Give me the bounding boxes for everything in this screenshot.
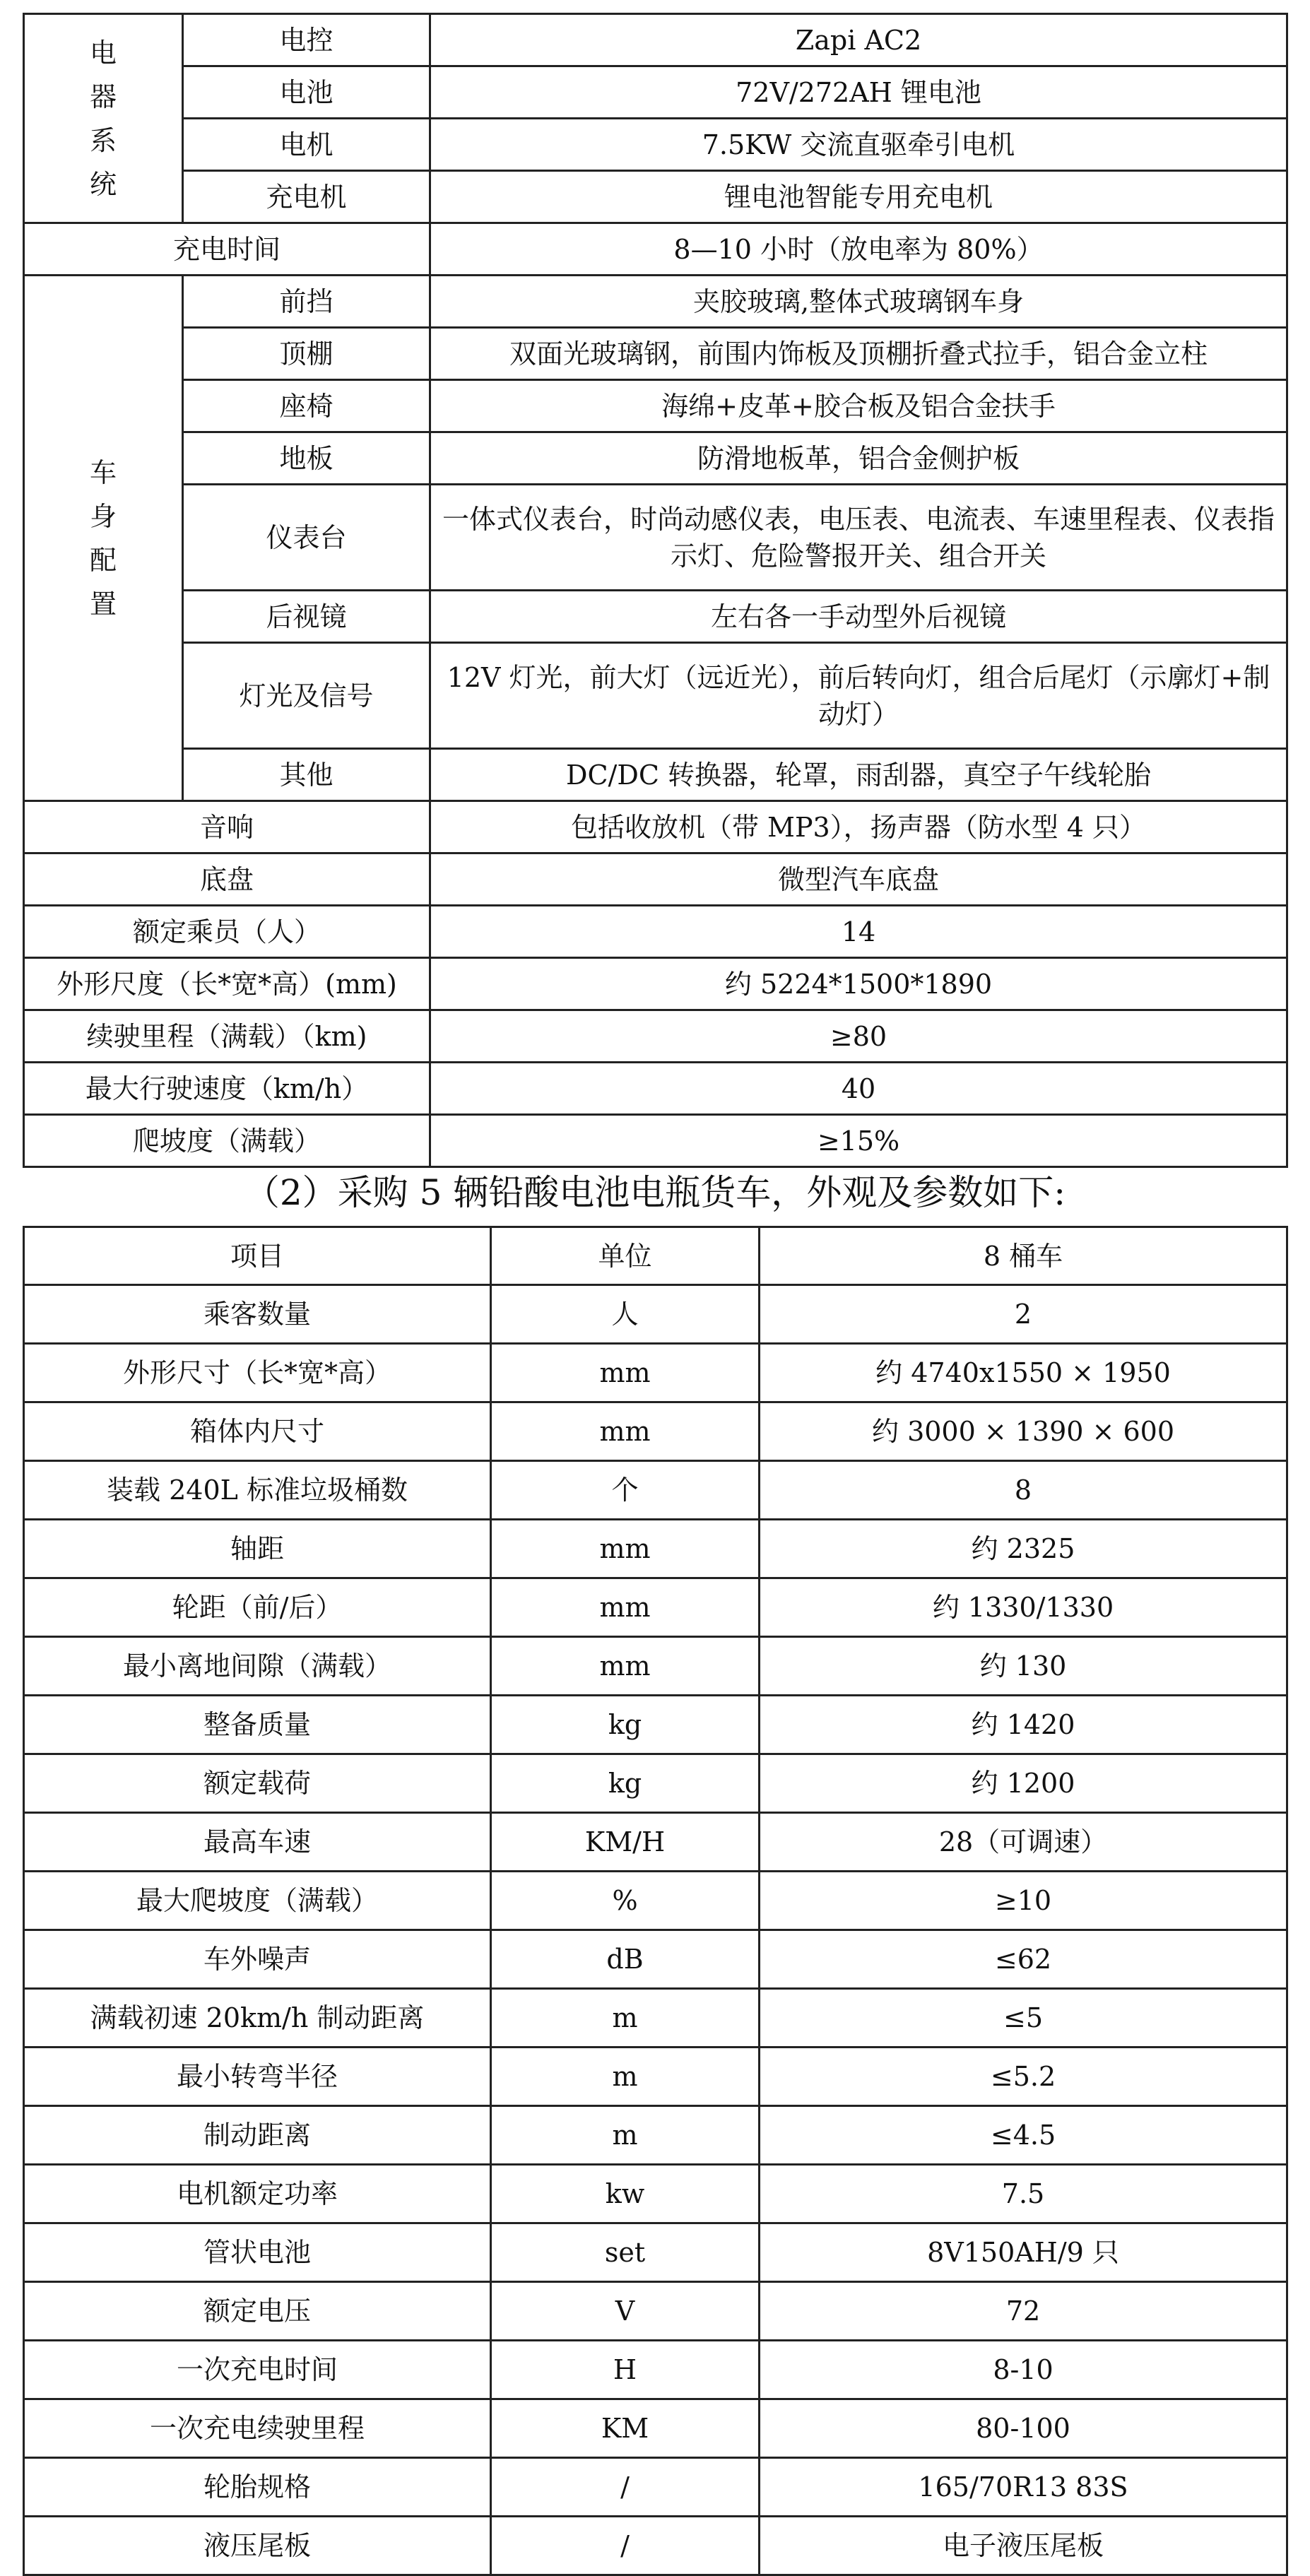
item-cell: 电控 [183, 14, 430, 66]
table-row [24, 643, 1287, 749]
table-row [24, 2223, 1287, 2282]
item-cell: 液压尾板 [24, 2517, 491, 2575]
value-cell: 约 3000 × 1390 × 600 [760, 1402, 1287, 1461]
header-row [24, 1227, 1287, 1285]
unit-cell: / [491, 2458, 760, 2517]
item-cell: 轮胎规格 [24, 2458, 491, 2517]
item-cell: 外形尺寸（长*宽*高） [24, 1344, 491, 1402]
item-cell: 管状电池 [24, 2223, 491, 2282]
item-cell: 电机额定功率 [24, 2165, 491, 2223]
table-row [24, 1813, 1287, 1872]
item-cell: 电池 [183, 66, 430, 119]
table-row [24, 328, 1287, 380]
item-cell: 顶棚 [183, 328, 430, 380]
item-cell: 其他 [183, 749, 430, 801]
unit-cell: mm [491, 1402, 760, 1461]
table-row [24, 171, 1287, 223]
value-cell: 微型汽车底盘 [430, 853, 1287, 906]
value-cell: ≥15% [430, 1115, 1287, 1167]
spec-table [23, 13, 1288, 1168]
value-cell: ≤62 [760, 1930, 1287, 1989]
value-cell: 14 [430, 906, 1287, 958]
item-cell: 外形尺度（长*宽*高）(mm) [24, 958, 430, 1010]
item-cell: 仪表台 [183, 485, 430, 591]
value-cell: ≥10 [760, 1872, 1287, 1930]
table-row [24, 1285, 1287, 1344]
table-row [24, 1754, 1287, 1813]
item-cell: 装载 240L 标准垃圾桶数 [24, 1461, 491, 1520]
table-row [24, 276, 1287, 328]
table-row [24, 1063, 1287, 1115]
item-cell: 灯光及信号 [183, 643, 430, 749]
item-cell: 最大爬坡度（满载） [24, 1872, 491, 1930]
unit-cell: kw [491, 2165, 760, 2223]
table-row [24, 1696, 1287, 1754]
unit-cell: mm [491, 1578, 760, 1637]
item-cell: 后视镜 [183, 591, 430, 643]
item-cell: 额定乘员（人） [24, 906, 430, 958]
table-row [24, 432, 1287, 485]
value-cell: 8V150AH/9 只 [760, 2223, 1287, 2282]
unit-cell: % [491, 1872, 760, 1930]
item-cell: 前挡 [183, 276, 430, 328]
table-row [24, 1930, 1287, 1989]
item-cell: 爬坡度（满载） [24, 1115, 430, 1167]
table-row [24, 853, 1287, 906]
table-row [24, 119, 1287, 171]
unit-cell: / [491, 2517, 760, 2575]
value-cell: 夹胶玻璃,整体式玻璃钢车身 [430, 276, 1287, 328]
value-cell: ≤5.2 [760, 2048, 1287, 2106]
value-cell: 约 2325 [760, 1520, 1287, 1578]
unit-cell: V [491, 2282, 760, 2341]
value-cell: DC/DC 转换器，轮罩，雨刮器，真空子午线轮胎 [430, 749, 1287, 801]
unit-cell: mm [491, 1520, 760, 1578]
value-cell: ≤4.5 [760, 2106, 1287, 2165]
table-row [24, 2517, 1287, 2575]
item-cell: 整备质量 [24, 1696, 491, 1754]
value-cell: 80-100 [760, 2399, 1287, 2458]
table-row [24, 1115, 1287, 1167]
item-cell: 续驶里程（满载）（km) [24, 1010, 430, 1063]
value-cell: 约 1330/1330 [760, 1578, 1287, 1637]
value-cell: 28（可调速） [760, 1813, 1287, 1872]
value-cell: 165/70R13 83S [760, 2458, 1287, 2517]
value-cell: ≥80 [430, 1010, 1287, 1063]
group-label-electrical: 电 器 系 统 [24, 14, 183, 223]
table-row [24, 485, 1287, 591]
unit-cell: set [491, 2223, 760, 2282]
table-row [24, 66, 1287, 119]
value-cell: 8 [760, 1461, 1287, 1520]
value-cell: 2 [760, 1285, 1287, 1344]
unit-cell: H [491, 2341, 760, 2399]
value-cell: 海绵+皮革+胶合板及铝合金扶手 [430, 380, 1287, 432]
table-row [24, 2399, 1287, 2458]
table-row [24, 2282, 1287, 2341]
value-cell: 包括收放机（带 MP3），扬声器（防水型 4 只） [430, 801, 1287, 853]
table-row [24, 2458, 1287, 2517]
table-row [24, 2165, 1287, 2223]
table-row [24, 1010, 1287, 1063]
table-row [24, 14, 1287, 66]
item-cell: 额定载荷 [24, 1754, 491, 1813]
unit-cell: kg [491, 1696, 760, 1754]
unit-cell: 个 [491, 1461, 760, 1520]
value-cell: 约 4740x1550 × 1950 [760, 1344, 1287, 1402]
value-cell: 72 [760, 2282, 1287, 2341]
unit-cell: kg [491, 1754, 760, 1813]
table-row [24, 591, 1287, 643]
value-cell: 防滑地板革，铝合金侧护板 [430, 432, 1287, 485]
value-cell: 约 5224*1500*1890 [430, 958, 1287, 1010]
value-cell: Zapi AC2 [430, 14, 1287, 66]
table-row [24, 1989, 1287, 2048]
item-cell: 最大行驶速度（km/h） [24, 1063, 430, 1115]
item-cell: 额定电压 [24, 2282, 491, 2341]
item-cell: 箱体内尺寸 [24, 1402, 491, 1461]
item-cell: 电机 [183, 119, 430, 171]
table-row [24, 1520, 1287, 1578]
table-row [24, 223, 1287, 276]
item-cell: 满载初速 20km/h 制动距离 [24, 1989, 491, 2048]
value-cell: ≤5 [760, 1989, 1287, 2048]
value-cell: 左右各一手动型外后视镜 [430, 591, 1287, 643]
value-cell: 电子液压尾板 [760, 2517, 1287, 2575]
table-row [24, 2048, 1287, 2106]
table-row [24, 2106, 1287, 2165]
item-cell: 制动距离 [24, 2106, 491, 2165]
item-cell: 轴距 [24, 1520, 491, 1578]
unit-cell: dB [491, 1930, 760, 1989]
unit-cell: KM/H [491, 1813, 760, 1872]
value-cell: 约 1200 [760, 1754, 1287, 1813]
value-cell: 约 1420 [760, 1696, 1287, 1754]
header-item: 项目 [24, 1227, 491, 1285]
unit-cell: 人 [491, 1285, 760, 1344]
item-cell: 最高车速 [24, 1813, 491, 1872]
table-row [24, 801, 1287, 853]
header-model: 8 桶车 [760, 1227, 1287, 1285]
value-cell: 一体式仪表台，时尚动感仪表，电压表、电流表、车速里程表、仪表指示灯、危险警报开关、组合开关 [430, 485, 1287, 591]
item-cell: 车外噪声 [24, 1930, 491, 1989]
table-row [24, 958, 1287, 1010]
value-cell: 8—10 小时（放电率为 80%） [430, 223, 1287, 276]
unit-cell: mm [491, 1637, 760, 1696]
item-cell: 最小转弯半径 [24, 2048, 491, 2106]
value-cell: 双面光玻璃钢，前围内饰板及顶棚折叠式拉手，铝合金立柱 [430, 328, 1287, 380]
table-row [24, 749, 1287, 801]
value-cell: 7.5KW 交流直驱牵引电机 [430, 119, 1287, 171]
value-cell: 约 130 [760, 1637, 1287, 1696]
header-unit: 单位 [491, 1227, 760, 1285]
item-cell: 轮距（前/后） [24, 1578, 491, 1637]
item-cell: 座椅 [183, 380, 430, 432]
item-cell: 充电机 [183, 171, 430, 223]
value-cell: 72V/272AH 锂电池 [430, 66, 1287, 119]
item-cell: 底盘 [24, 853, 430, 906]
table-row [24, 1461, 1287, 1520]
table-row [24, 906, 1287, 958]
value-cell: 7.5 [760, 2165, 1287, 2223]
section-heading: （2）采购 5 辆铅酸电池电瓶货车，外观及参数如下: [244, 1172, 1066, 1213]
table-row [24, 1578, 1287, 1637]
item-cell: 地板 [183, 432, 430, 485]
table-row [24, 1344, 1287, 1402]
unit-cell: m [491, 1989, 760, 2048]
group-label-body: 车 身 配 置 [24, 276, 183, 801]
item-cell: 音响 [24, 801, 430, 853]
truck-spec-table [23, 1226, 1288, 2576]
table-row [24, 1872, 1287, 1930]
unit-cell: KM [491, 2399, 760, 2458]
table-row [24, 380, 1287, 432]
item-cell: 充电时间 [24, 223, 430, 276]
table-row [24, 2341, 1287, 2399]
item-cell: 一次充电时间 [24, 2341, 491, 2399]
value-cell: 8-10 [760, 2341, 1287, 2399]
table-row [24, 1402, 1287, 1461]
item-cell: 最小离地间隙（满载） [24, 1637, 491, 1696]
unit-cell: mm [491, 1344, 760, 1402]
value-cell: 锂电池智能专用充电机 [430, 171, 1287, 223]
unit-cell: m [491, 2106, 760, 2165]
table-row [24, 1637, 1287, 1696]
unit-cell: m [491, 2048, 760, 2106]
value-cell: 40 [430, 1063, 1287, 1115]
value-cell: 12V 灯光，前大灯（远近光），前后转向灯，组合后尾灯（示廓灯+制动灯） [430, 643, 1287, 749]
item-cell: 乘客数量 [24, 1285, 491, 1344]
item-cell: 一次充电续驶里程 [24, 2399, 491, 2458]
